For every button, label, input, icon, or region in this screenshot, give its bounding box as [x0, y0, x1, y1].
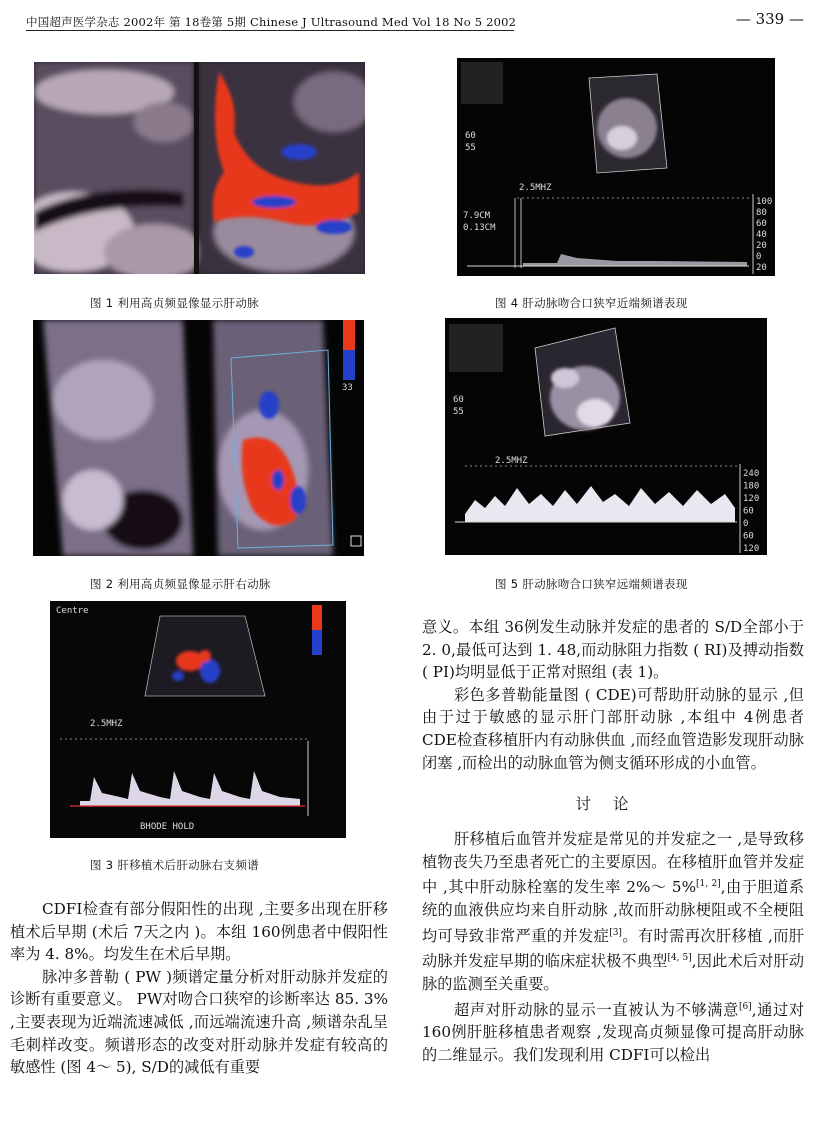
svg-text:33: 33 [342, 383, 353, 393]
scale-tick-label: 0 [756, 252, 762, 262]
scale-tick-label: 180 [743, 481, 760, 492]
fig4-freq-label: 2.5MHZ [519, 183, 552, 193]
page-number: — 339 — [735, 10, 804, 28]
figure-5-caption: 图 5 肝动脉吻合口狭窄远端频谱表现 [495, 577, 688, 591]
right-paragraph-4: 超声对肝动脉的显示一直被认为不够满意[6],通过对 160例肝脏移植患者观察 ,发现高贞频显像可提高肝动脉的二维显示。我们发现利用 CDFI可以检出 [422, 1000, 805, 1064]
scale-tick-label: 80 [756, 208, 767, 218]
figure-1-image [34, 62, 365, 274]
figure-4-caption: 图 4 肝动脉吻合口狭窄近端频谱表现 [495, 296, 688, 310]
section-title: 讨论 [575, 795, 651, 814]
right-paragraph-1: 意义。本组 36例发生动脉并发症的患者的 S/D全部小于 2. 0,最低可达到 1. 48,而动脉阻力指数 ( RI)及搏动指数 ( PI)均明显低于正常对照组 (表 1)。 [422, 618, 804, 682]
left-paragraph-1: CDFI检查有部分假阳性的出现 ,主要多出现在肝移植术后早期 (术后 7天之内 )。本组 160例患者中假阳性率为 4. 8%。均发生在术后早期。 [10, 900, 388, 964]
scale-tick-label: 40 [756, 230, 767, 240]
citation: [1, 2] [696, 879, 721, 890]
right-paragraph-2: 彩色多普勒能量图 ( CDE)可帮助肝动脉的显示 ,但由于过于敏感的显示肝门部肝动脉 ,本组中 4例患者 CDE检查移植肝内有动脉供血 ,而经血管造影发现肝动脉闭塞 ,而检出的动脉血管为侧支循环形成的小血管。 [422, 685, 804, 772]
scale-tick-label: 60 [756, 219, 767, 229]
left-column [10, 898, 388, 1079]
figure-2-image [33, 320, 364, 556]
figure-3-image [50, 601, 346, 838]
figure-1-caption: 图 1 利用高贞频显像显示肝动脉 [90, 296, 259, 310]
scale-tick-label: 0 [743, 519, 749, 529]
svg-text:60: 60 [465, 131, 476, 141]
running-head: 中国超声医学杂志 2002年 第 18卷第 5期 Chinese J Ultrasound Med Vol 18 No 5 2002 [26, 15, 517, 29]
figure-2-caption: 图 2 利用高贞频显像显示肝右动脉 [90, 577, 271, 591]
fig5-freq-label: 2.5MHZ [495, 456, 528, 466]
right-column [422, 616, 804, 1066]
fig3-bottom-label: BHODE HOLD [140, 822, 195, 832]
fig3-overlay-text: Centre [56, 606, 89, 616]
citation: [4, 5] [667, 953, 692, 964]
svg-text:0.13CM: 0.13CM [463, 223, 496, 233]
citation: [3] [609, 927, 622, 938]
fig3-freq-label: 2.5MHZ [90, 719, 123, 729]
header-rule [26, 30, 514, 31]
scale-tick-label: 240 [743, 469, 760, 479]
citation: [6] [738, 1001, 752, 1012]
scale-tick-label: 120 [743, 494, 760, 504]
figure-3-caption: 图 3 肝移植术后肝动脉右支频谱 [90, 858, 259, 872]
scale-tick-label: 20 [756, 241, 767, 251]
svg-text:55: 55 [453, 407, 464, 417]
right-paragraph-3: 肝移植后血管并发症是常见的并发症之一 ,是导致移植物丧失乃至患者死亡的主要原因。在移植肝血管并发症中 ,其中肝动脉栓塞的发生率 2%～ 5%[1, 2],由于胆道系统的血液供应均来自肝动脉 ,故而肝动脉梗阻或不全梗阻均可导致非常严重的并发症[3]。有时需再次肝移植 ,而肝动脉并发症早期的临床症状极不典型[4, 5],因此术后对肝动脉的监测至关重要。 [422, 830, 805, 993]
figure-5-image [445, 318, 767, 555]
scale-tick-label: 120 [743, 544, 760, 554]
figure-4-image [457, 58, 775, 276]
scale-tick-label: 20 [756, 263, 767, 273]
scale-tick-label: 100 [756, 197, 773, 207]
svg-text:55: 55 [465, 143, 476, 153]
scale-tick-label: 60 [743, 506, 754, 517]
scale-tick-label: 60 [743, 531, 754, 542]
svg-text:60: 60 [453, 395, 464, 405]
svg-text:7.9CM: 7.9CM [463, 211, 491, 221]
left-paragraph-2: 脉冲多普勒 ( PW )频谱定量分析对肝动脉并发症的诊断有重要意义。 PW对吻合口狭窄的诊断率达 85. 3% ,主要表现为近端流速减低 ,而远端流速升高 ,频谱杂乱呈毛刺样改变。频谱形态的改变对肝动脉并发症有较高的敏感性 (图 4～ 5), S/D的减低有重要 [10, 967, 388, 1077]
